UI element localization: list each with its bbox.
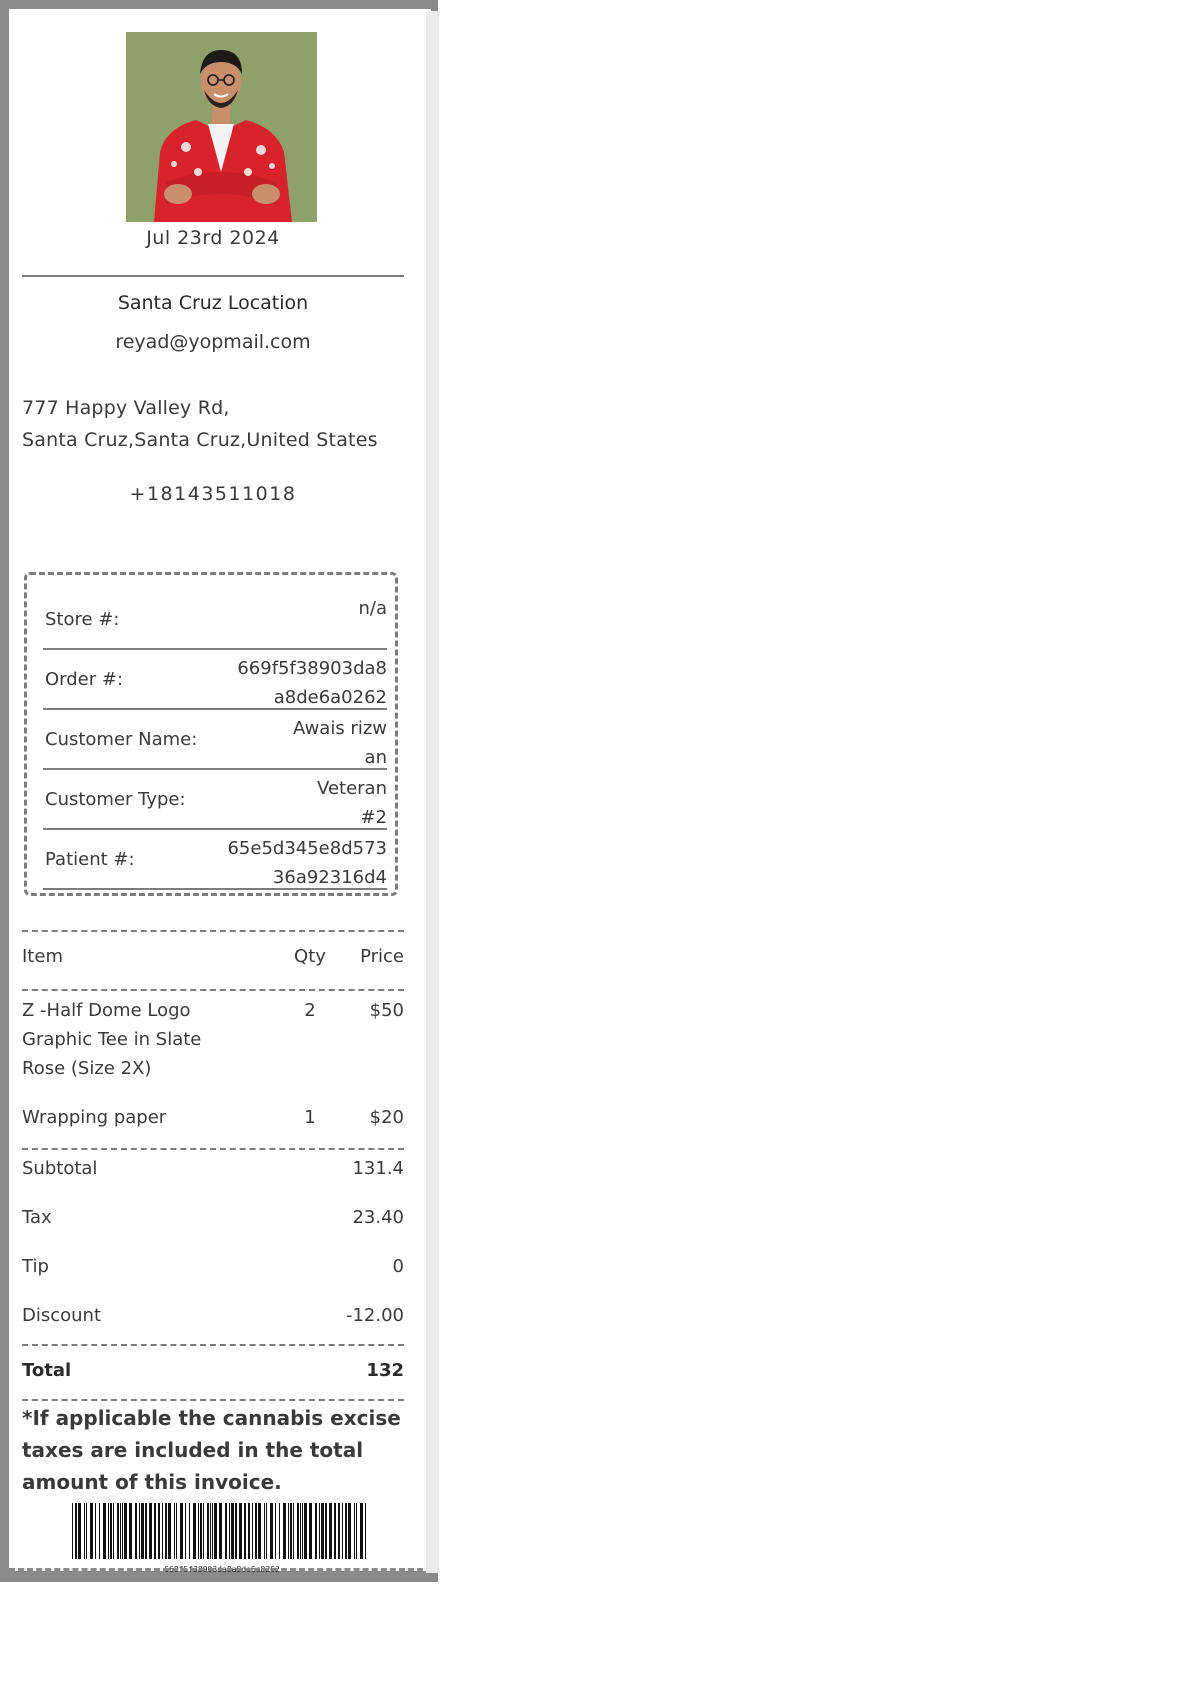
- barcode-bar: [334, 1503, 336, 1559]
- barcode-bar: [302, 1503, 303, 1559]
- barcode-bar: [315, 1503, 317, 1559]
- barcode: [72, 1503, 372, 1573]
- col-header-price: Price: [360, 946, 404, 967]
- divider-dashed: [22, 930, 404, 932]
- divider-dashed: [22, 1344, 404, 1346]
- barcode-bar: [84, 1503, 85, 1559]
- barcode-bar: [348, 1503, 351, 1559]
- info-value: Veteran #2: [317, 778, 387, 828]
- barcode-bar: [214, 1503, 217, 1559]
- barcode-bar: [176, 1503, 177, 1559]
- barcode-bar: [293, 1503, 294, 1559]
- barcode-bar: [162, 1503, 163, 1559]
- tax-label: Tax: [22, 1207, 52, 1228]
- info-row-patient: [43, 832, 387, 890]
- barcode-bar: [342, 1503, 343, 1559]
- barcode-bar: [180, 1503, 183, 1559]
- barcode-bar: [110, 1503, 112, 1559]
- barcode-bar: [338, 1503, 340, 1559]
- discount-value: -12.00: [345, 1305, 404, 1326]
- info-row-customer-name: [43, 712, 387, 770]
- barcode-bar: [239, 1503, 242, 1559]
- address-line-2: Santa Cruz,Santa Cruz,United States: [22, 429, 378, 451]
- barcode-bar: [225, 1503, 227, 1559]
- barcode-bar: [120, 1503, 121, 1559]
- discount-label: Discount: [22, 1305, 102, 1326]
- barcode-bar: [200, 1503, 202, 1559]
- barcode-bar: [86, 1503, 87, 1559]
- barcode-bar: [113, 1503, 114, 1559]
- barcode-bar: [235, 1503, 237, 1559]
- order-info-box: [24, 572, 398, 896]
- info-value: n/a: [358, 598, 387, 619]
- barcode-bar: [165, 1503, 167, 1559]
- barcode-bar: [99, 1503, 100, 1559]
- col-header-item: Item: [22, 946, 63, 967]
- barcode-bar: [258, 1503, 261, 1559]
- barcode-bar: [198, 1503, 199, 1559]
- barcode-bar: [290, 1503, 292, 1559]
- barcode-bar: [103, 1503, 106, 1559]
- barcode-bar: [325, 1503, 327, 1559]
- col-header-qty: Qty: [294, 946, 326, 967]
- item-name: Wrapping paper: [22, 1107, 167, 1128]
- barcode-bar: [203, 1503, 204, 1559]
- barcode-bar: [270, 1503, 273, 1559]
- barcode-bar: [283, 1503, 286, 1559]
- item-price: $20: [369, 1107, 404, 1128]
- location-email: reyad@yopmail.com: [115, 331, 311, 353]
- barcode-bar: [141, 1503, 144, 1559]
- info-value: 669f5f38903da8a8de6a0262: [237, 658, 387, 708]
- barcode-bar: [168, 1503, 171, 1559]
- barcode-bar: [185, 1503, 186, 1559]
- barcode-bar: [300, 1503, 301, 1559]
- barcode-bar: [124, 1503, 127, 1559]
- barcode-bar: [356, 1503, 357, 1559]
- barcode-bar: [354, 1503, 355, 1559]
- barcode-bar: [279, 1503, 280, 1559]
- receipt-date: Jul 23rd 2024: [146, 227, 280, 249]
- receipt-frame: [0, 0, 438, 1582]
- barcode-bar: [345, 1503, 347, 1559]
- barcode-bar: [231, 1503, 234, 1559]
- barcode-bar: [212, 1503, 213, 1559]
- barcode-bar: [219, 1503, 222, 1559]
- item-name: Z -Half Dome Logo Graphic Tee in Slate Rose (Size 2X): [22, 1000, 202, 1079]
- barcode-bar: [193, 1503, 196, 1559]
- info-label: Order #:: [45, 669, 124, 690]
- location-phone: +18143511018: [129, 483, 297, 505]
- barcode-bar: [229, 1503, 230, 1559]
- tip-value: 0: [392, 1256, 404, 1277]
- total-label: Total: [22, 1360, 72, 1381]
- barcode-bar: [321, 1503, 324, 1559]
- info-label: Customer Name:: [45, 729, 198, 750]
- barcode-bar: [122, 1503, 123, 1559]
- item-qty: 1: [304, 1107, 316, 1128]
- location-address: [22, 392, 378, 456]
- barcode-bar: [174, 1503, 175, 1559]
- barcode-bar: [135, 1503, 137, 1559]
- barcode-bar: [108, 1503, 109, 1559]
- item-qty: 2: [304, 1000, 316, 1021]
- scrollbar[interactable]: [426, 11, 439, 1573]
- divider-dashed: [22, 989, 404, 991]
- barcode-bar: [75, 1503, 77, 1559]
- barcode-bar: [149, 1503, 152, 1559]
- tax-disclaimer: *If applicable the cannabis excise taxes are included in the total amount of this invoice.: [22, 1406, 401, 1494]
- barcode-bar: [248, 1503, 250, 1559]
- barcode-bar: [275, 1503, 276, 1559]
- tip-label: Tip: [22, 1256, 49, 1277]
- barcode-bar: [154, 1503, 156, 1559]
- barcode-bar: [207, 1503, 209, 1559]
- barcode-bar: [145, 1503, 147, 1559]
- location-name: Santa Cruz Location: [117, 292, 309, 314]
- info-row-store: [43, 592, 387, 650]
- barcode-bar: [158, 1503, 160, 1559]
- divider: [22, 275, 404, 277]
- barcode-bar: [139, 1503, 140, 1559]
- barcode-bar: [288, 1503, 289, 1559]
- barcode-bar: [129, 1503, 132, 1559]
- total-value: 132: [366, 1360, 404, 1381]
- barcode-bar: [252, 1503, 253, 1559]
- barcode-bar: [244, 1503, 246, 1559]
- barcode-bars: [72, 1503, 372, 1559]
- info-row-customer-type: [43, 772, 387, 830]
- info-label: Patient #:: [45, 849, 135, 870]
- barcode-text: 669f5f38903da8a8de6a8262: [164, 1565, 280, 1574]
- barcode-bar: [90, 1503, 93, 1559]
- subtotal-value: 131.4: [352, 1158, 404, 1179]
- barcode-bar: [309, 1503, 312, 1559]
- receipt-bottom-edge: [9, 1568, 423, 1571]
- barcode-bar: [304, 1503, 307, 1559]
- receipt-paper: [9, 9, 431, 1574]
- divider-dashed: [22, 1399, 404, 1401]
- item-price: $50: [369, 1000, 404, 1021]
- address-line-1: 777 Happy Valley Rd,: [22, 397, 230, 419]
- barcode-bar: [72, 1503, 73, 1559]
- divider-dashed: [22, 1148, 404, 1150]
- info-value: 65e5d345e8d57336a92316d4: [227, 838, 387, 888]
- profile-photo: [126, 32, 317, 222]
- barcode-bar: [297, 1503, 299, 1559]
- info-row-order: [43, 652, 387, 710]
- barcode-bar: [266, 1503, 267, 1559]
- info-value: Awais rizwan: [292, 718, 387, 768]
- barcode-bar: [319, 1503, 320, 1559]
- subtotal-label: Subtotal: [22, 1158, 98, 1179]
- tax-value: 23.40: [352, 1207, 404, 1228]
- barcode-bar: [95, 1503, 96, 1559]
- barcode-bar: [329, 1503, 332, 1559]
- barcode-bar: [189, 1503, 190, 1559]
- barcode-bar: [360, 1503, 363, 1559]
- barcode-bar: [117, 1503, 119, 1559]
- info-label: Customer Type:: [45, 789, 186, 810]
- barcode-bar: [264, 1503, 265, 1559]
- info-label: Store #:: [45, 609, 120, 630]
- barcode-bar: [210, 1503, 211, 1559]
- barcode-bar: [255, 1503, 257, 1559]
- barcode-bar: [78, 1503, 81, 1559]
- barcode-bar: [365, 1503, 366, 1559]
